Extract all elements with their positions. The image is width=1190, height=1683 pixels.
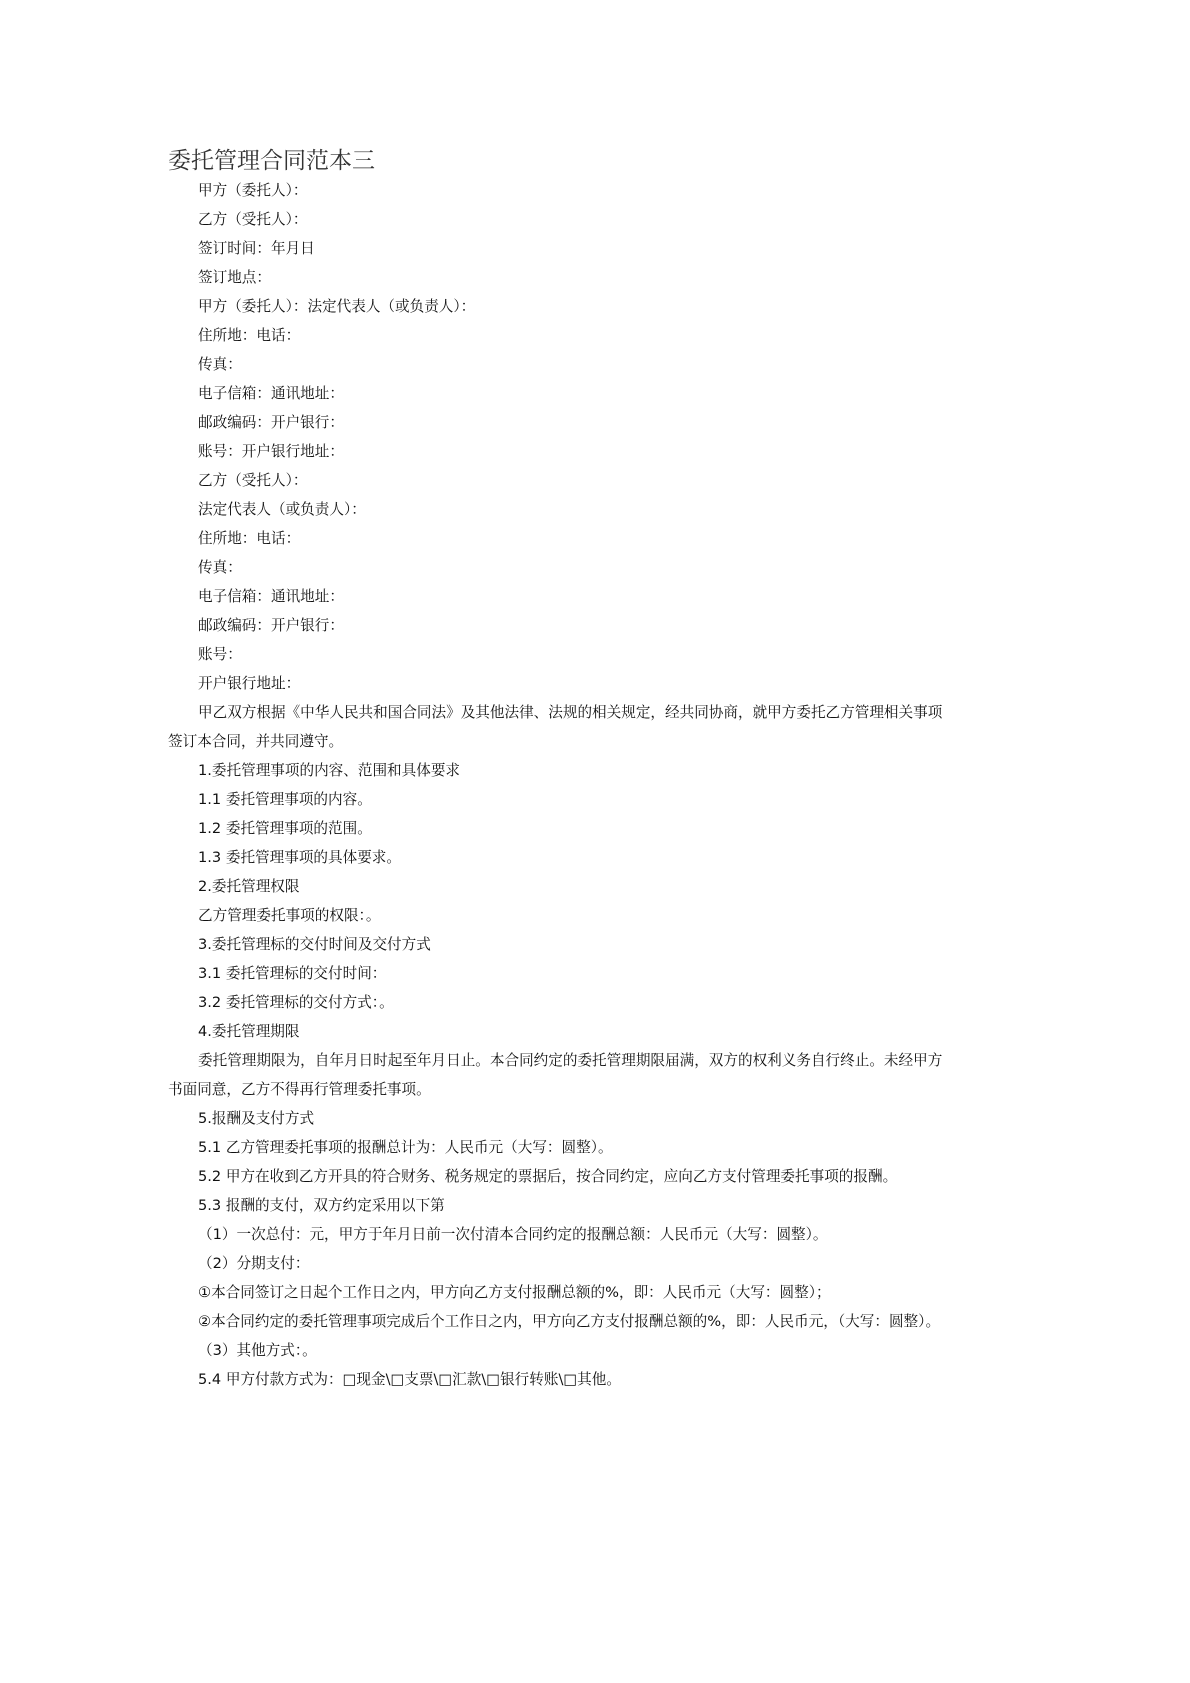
section-line: 乙方管理委托事项的权限：。 bbox=[198, 907, 381, 924]
party-line: 电子信箱：通讯地址： bbox=[198, 588, 344, 605]
section-line: 1.1 委托管理事项的内容。 bbox=[198, 791, 372, 808]
preamble-paragraph: 甲乙双方根据《中华人民共和国合同法》及其他法律、法规的相关规定，经共同协商，就甲方委托乙方管理相关事项签订本合同，并共同遵守。 bbox=[168, 704, 943, 750]
payment-tail bbox=[168, 1336, 948, 1394]
section-line: 1.委托管理事项的内容、范围和具体要求 bbox=[198, 762, 461, 779]
party-line: 邮政编码：开户银行： bbox=[198, 414, 344, 431]
payment-line: 5.1 乙方管理委托事项的报酬总计为：人民币元（大写：圆整）。 bbox=[198, 1139, 613, 1156]
section-line: 3.2 委托管理标的交付方式：。 bbox=[198, 994, 394, 1011]
payment-section bbox=[168, 1104, 948, 1307]
term-paragraph: 委托管理期限为，自年月日时起至年月日止。本合同约定的委托管理期限届满，双方的权利义务自行终止。未经甲方书面同意，乙方不得再行管理委托事项。 bbox=[168, 1052, 943, 1098]
payment-line: （3）其他方式：。 bbox=[198, 1342, 317, 1359]
payment-line: 5.4 甲方付款方式为：□现金\□支票\□汇款\□银行转账\□其他。 bbox=[198, 1371, 621, 1388]
party-line: 签订时间：年月日 bbox=[198, 240, 315, 257]
section-line: 1.2 委托管理事项的范围。 bbox=[198, 820, 372, 837]
payment-line: （2）分期支付： bbox=[198, 1255, 310, 1272]
party-line: 乙方（受托人）： bbox=[198, 211, 308, 228]
party-line: 甲方（委托人）： bbox=[198, 182, 308, 199]
installment-2-paragraph: ②本合同约定的委托管理事项完成后个工作日之内，甲方向乙方支付报酬总额的%，即：人民币元，（大写：圆整）。 bbox=[198, 1313, 941, 1330]
party-line: 电子信箱：通讯地址： bbox=[198, 385, 344, 402]
party-line: 甲方（委托人）：法定代表人（或负责人）： bbox=[198, 298, 476, 315]
document-page bbox=[168, 146, 948, 1394]
section-line: 3.委托管理标的交付时间及交付方式 bbox=[198, 936, 431, 953]
payment-line: 5.2 甲方在收到乙方开具的符合财务、税务规定的票据后，按合同约定，应向乙方支付管理委托事项的报酬。 bbox=[198, 1168, 898, 1185]
party-line: 账号： bbox=[198, 646, 242, 663]
party-line: 传真： bbox=[198, 356, 242, 373]
section-line: 4.委托管理期限 bbox=[198, 1023, 300, 1040]
section-line: 1.3 委托管理事项的具体要求。 bbox=[198, 849, 401, 866]
party-line: 账号：开户银行地址： bbox=[198, 443, 344, 460]
party-line: 传真： bbox=[198, 559, 242, 576]
section-line: 2.委托管理权限 bbox=[198, 878, 300, 895]
party-line: 签订地点： bbox=[198, 269, 271, 286]
payment-line: 5.3 报酬的支付，双方约定采用以下第 bbox=[198, 1197, 445, 1214]
party-line: 邮政编码：开户银行： bbox=[198, 617, 344, 634]
party-line: 开户银行地址： bbox=[198, 675, 301, 692]
section-line: 3.1 委托管理标的交付时间： bbox=[198, 965, 387, 982]
party-line: 乙方（受托人）： bbox=[198, 472, 308, 489]
sections-1-4 bbox=[168, 756, 948, 1046]
document-title: 委托管理合同范本三 bbox=[168, 148, 375, 174]
payment-line: ①本合同签订之日起个工作日之内，甲方向乙方支付报酬总额的%，即：人民币元（大写：圆整）； bbox=[198, 1284, 831, 1301]
party-line: 住所地：电话： bbox=[198, 327, 301, 344]
party-line: 法定代表人（或负责人）： bbox=[198, 501, 366, 518]
party-line: 住所地：电话： bbox=[198, 530, 301, 547]
payment-line: 5.报酬及支付方式 bbox=[198, 1110, 315, 1127]
payment-line: （1）一次总付：元，甲方于年月日前一次付清本合同约定的报酬总额：人民币元（大写：圆整）。 bbox=[198, 1226, 828, 1243]
party-info bbox=[168, 176, 948, 698]
